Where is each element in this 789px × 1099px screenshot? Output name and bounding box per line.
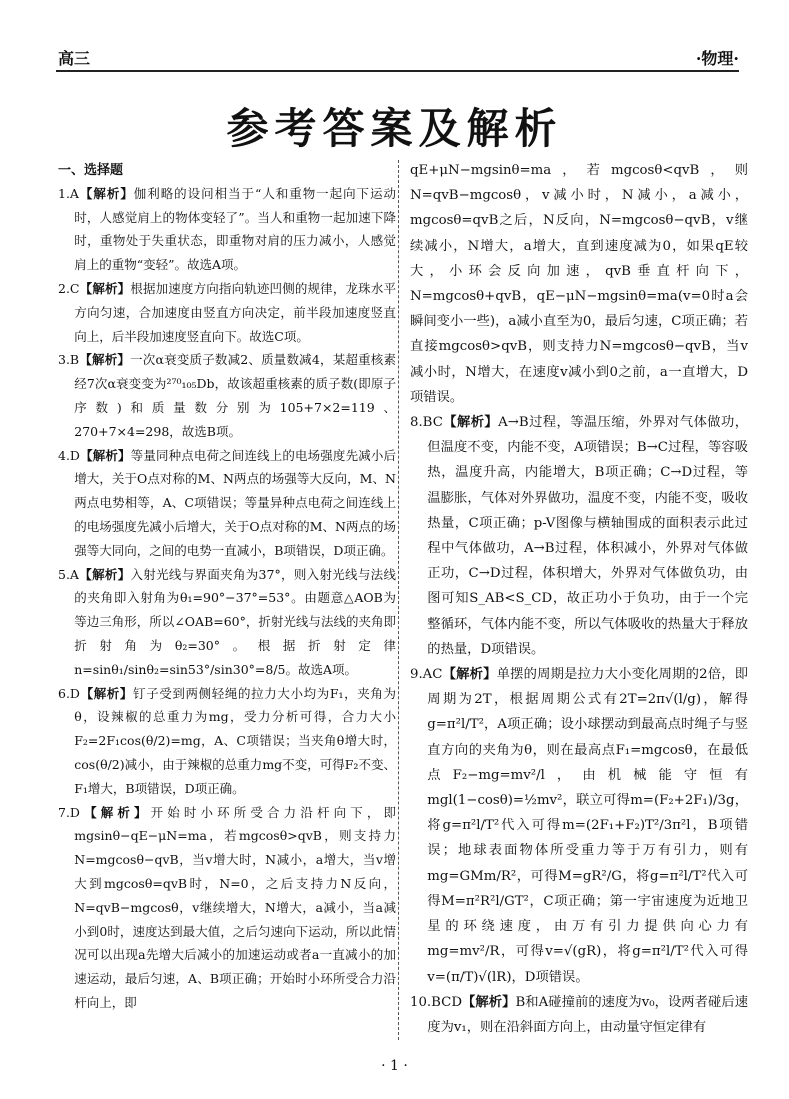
answer-number: 2.C: [58, 280, 80, 296]
analysis-tag: 【解析】: [79, 352, 131, 368]
answer-number: 3.B: [58, 352, 80, 368]
answer-number: 9.AC: [410, 667, 443, 683]
page-number: · 1 ·: [381, 1058, 408, 1074]
answer-text: 钉子受到两侧轻绳的拉力大小均为F₁，夹角为θ，设辣椒的总重力为mg，受力分析可得，合力大小F₂=2F₁cos(θ/2)=mg，A、C项错误；当夹角θ增大时，cos(θ/2)减小，由于辣椒的总重力mg不变，可得F₂不变、F₁增大，B项错误，D项正确。: [74, 685, 396, 796]
section-heading: 一、选择题: [58, 162, 124, 177]
answer-number: 4.D: [58, 447, 80, 463]
answer-text: 一次α衰变质子数减2、质量数减4，某超重核素经7次α衰变变为²⁷⁰₁₀₅Db，故该超重核素的质子数(即原子序数)和质量数分别为105+7×2=119、270+7×4=298，故选B项。: [74, 352, 396, 439]
answer-text: 入射光线与界面夹角为37°，则入射光线与法线的夹角即入射角为θ₁=90°−37°=53°。由题意△AOB为等边三角形，所以∠OAB=60°，折射光线与法线的夹角即折射角为θ₂=30°。根据折射定律n=sinθ₁/sinθ₂=sin53°/sin30°=8/5。故选A项。: [74, 566, 396, 677]
page-title: 参考答案及解析: [226, 104, 563, 153]
right-column: [410, 158, 748, 1040]
answer-item: [58, 444, 396, 563]
answer-text: 伽利略的设问相当于“人和重物一起向下运动时，人感觉肩上的物体变轻了”。当人和重物一起加速下降时，重物处于失重状态，即重物对肩的压力减小，人感觉肩上的重物“变轻”。故选A项。: [74, 185, 396, 273]
answer-number: 8.BC: [410, 415, 443, 431]
analysis-tag: 【解析】: [462, 994, 516, 1010]
answer-item: [410, 410, 748, 662]
answer-text: B和A碰撞前的速度为v₀，设两者碰后速度为v₁，则在沿斜面方向上，由动量守恒定律有: [427, 994, 749, 1035]
analysis-tag: 【解析】: [78, 566, 131, 582]
answer-number: 1.A: [58, 185, 79, 201]
answer-item: [58, 348, 396, 443]
answer-item: [58, 182, 396, 277]
header-grade: 高三: [58, 49, 91, 68]
answer-item: [58, 277, 396, 348]
answer-number: 7.D: [58, 804, 80, 820]
answer-number: 10.BCD: [410, 994, 462, 1010]
analysis-tag: 【解析】: [79, 804, 151, 820]
left-column: [58, 158, 396, 1015]
answer-text: qE+μN−mgsinθ=ma，若mgcosθ<qvB，则N=qvB−mgcosθ，v减小时，N减小，a减小，mgcosθ=qvB之后，N反向，N=mgcosθ−qvB，v继续减小，N增大，a增大，直到速度减为0，如果qE较大，小环会反向加速，qvB垂直杆向下，N=mgcosθ+qvB，qE−μN−mgsinθ=ma(v=0时a会瞬间变小一些)，a减小直至为0，最后匀速，C项正确；若直接mgcosθ>qvB，则支持力N=mgcosθ−qvB，当v减小时，N增大，在速度v减小到0之前，a一直增大，D项错误。: [410, 163, 748, 405]
analysis-tag: 【解析】: [442, 415, 499, 431]
analysis-tag: 【解析】: [79, 447, 131, 463]
answer-item: [410, 990, 748, 1040]
header-subject: ·物理·: [695, 49, 739, 68]
analysis-tag: 【解析】: [442, 667, 497, 683]
answer-text: 根据加速度方向指向轨迹凹侧的规律，龙珠水平方向匀速，合加速度由竖直方向决定，前半段加速度竖直向上，后半段加速度竖直向下。故选C项。: [74, 280, 396, 344]
answer-item: [58, 563, 396, 682]
answer-text: 单摆的周期是拉力大小变化周期的2倍，即周期为2T，根据周期公式有2T=2π√(l/g)，解得g=π²l/T²，A项正确；设小球摆动到最高点时绳子与竖直方向的夹角为θ，则在最高点F₁=mgcosθ，在最低点F₂−mg=mv²/l，由机械能守恒有mgl(1−cosθ)=½mv²，联立可得m=(F₂+2F₁)/3g，将g=π²l/T²代入可得m=(2F₁+F₂)T²/3π²l，B项错误；地球表面物体所受重力等于万有引力，则有mg=GMm/R²，可得M=gR²/G，将g=π²l/T²代入可得M=π²R²l/GT²，C项正确；第一宇宙速度为近地卫星的环绕速度，由万有引力提供向心力有mg=mv²/R，可得v=√(gR)，将g=π²l/T²代入可得v=(π/T)√(lR)，D项错误。: [427, 667, 749, 985]
analysis-tag: 【解析】: [79, 280, 131, 296]
column-divider: [398, 160, 399, 1040]
analysis-tag: 【解析】: [78, 185, 134, 201]
answer-number: 6.D: [58, 685, 80, 701]
answer-number: 5.A: [58, 566, 79, 582]
answer-item: [58, 801, 396, 1015]
analysis-tag: 【解析】: [79, 685, 134, 701]
answer-text: A→B过程，等温压缩，外界对气体做功，但温度不变，内能不变，A项错误；B→C过程，等容吸热，温度升高，内能增大，B项正确；C→D过程，等温膨胀，气体对外界做功，温度不变，内能不变，吸收热量，C项正确；p-V图像与横轴围成的面积表示此过程中气体做功，A→B过程，体积减小，外界对气体做正功，C→D过程，体积增大，外界对气体做负功，由图可知S_AB<S_CD，故正功小于负功，由于一个完整循环，气体内能不变，所以气体吸收的热量大于释放的热量，D项错误。: [427, 415, 749, 657]
answer-text: 等量同种点电荷之间连线上的电场强度先减小后增大，关于O点对称的M、N两点的场强等大反向，M、N两点电势相等，A、C项错误；等量异种点电荷之间连线上的电场强度先减小后增大，关于O点对称的M、N两点的场强等大同向，之间的电势一直减小，B项错误，D项正确。: [74, 447, 396, 558]
page-header: [56, 44, 739, 72]
answer-text: 开始时小环所受合力沿杆向下，即mgsinθ−qE−μN=ma，若mgcosθ>qvB，则支持力N=mgcosθ−qvB，当v增大时，N减小，a增大，当v增大到mgcosθ=qvB时，N=0，之后支持力N反向，N=qvB−mgcosθ，v继续增大，N增大，a减小，当a减小到0时，速度达到最大值，之后匀速向下运动，所以此情况可以出现a先增大后减小的加速运动或者a一直减小的加速运动，最后匀速，A、B项正确；开始时小环所受合力沿杆向上，即: [74, 804, 396, 1010]
answer-item: [58, 682, 396, 801]
answer-continuation: [410, 158, 748, 410]
answer-item: [410, 662, 748, 990]
